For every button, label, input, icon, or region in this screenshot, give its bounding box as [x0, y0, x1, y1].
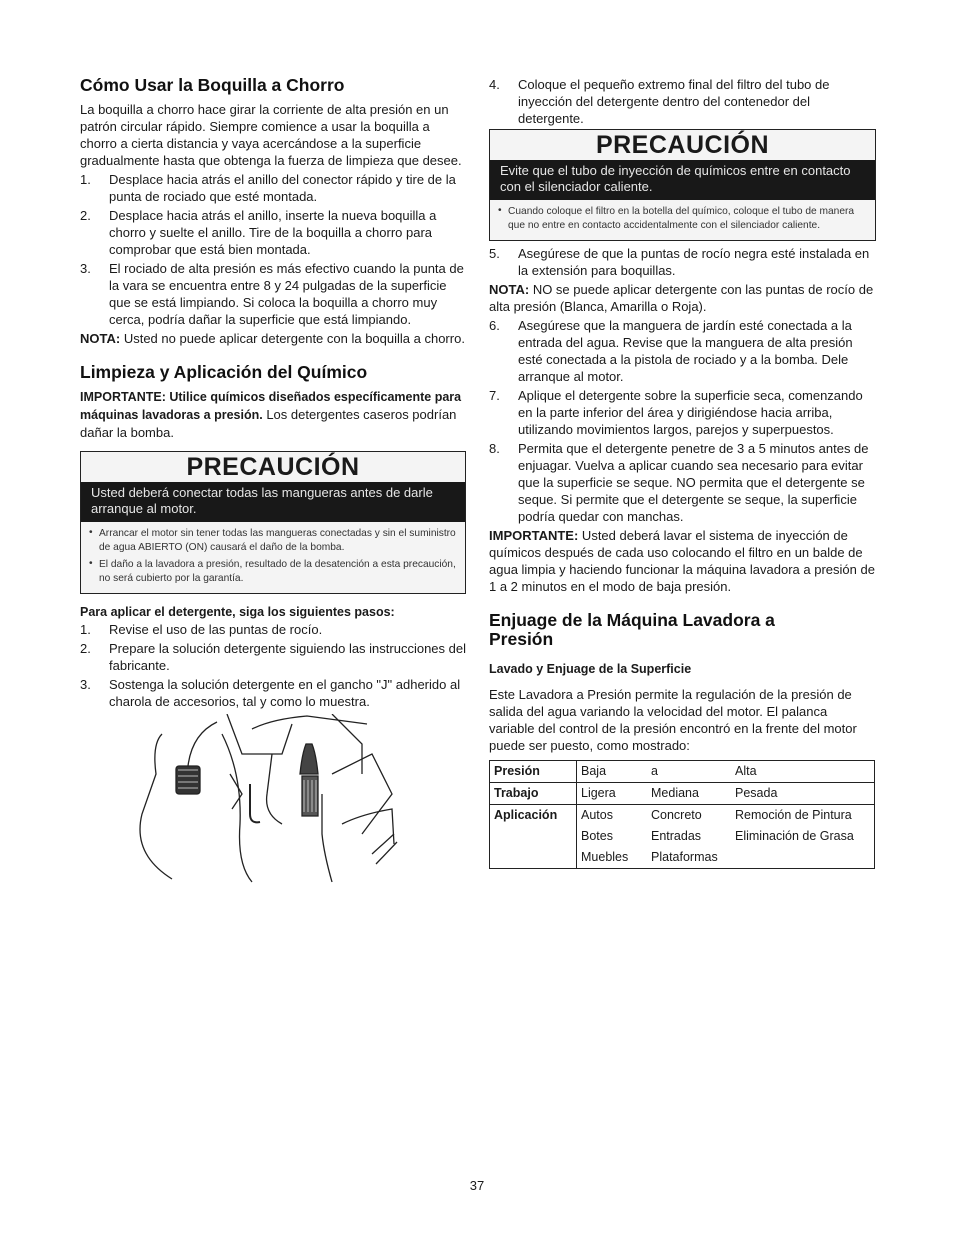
- flush-important: IMPORTANTE: Usted deberá lavar el sistema de inyección de químicos después de cada uso colocando el filtro en un balde de agua limpia y haciendo funcionar la máquina lavadora a presión de 1 a 2 minutos en el modo de baja presión.: [489, 528, 875, 594]
- list-item: 7. Aplique el detergente sobre la superficie seca, comenzando en la parte inferior del área y dirigiéndose hacia arriba, utilizando movimientos largos, parejos y superpuestos.: [489, 388, 863, 437]
- list-item: 5. Asegúrese de que la puntas de rocío negra esté instalada en la extensión para boquillas.: [489, 246, 870, 278]
- section-title-rinse: Enjuage de la Máquina Lavadora a Presión: [489, 610, 775, 649]
- table-row: Muebles Plataformas: [490, 847, 874, 868]
- left-column: [80, 76, 466, 884]
- bullet-icon: •: [89, 558, 93, 569]
- jet-nozzle-note: NOTA: Usted no puede aplicar detergente con la boquilla a chorro.: [80, 331, 465, 346]
- list-item: • Arrancar el motor sin tener todas las mangueras conectadas y sin el suministro de agua ABIERTO (ON) causará el daño de la bomba.: [89, 527, 456, 553]
- bullet-icon: •: [89, 527, 93, 538]
- caution-bullets: [490, 200, 875, 240]
- caution-heading: PRECAUCIÓN: [490, 130, 875, 160]
- table-row: Aplicación Autos Concreto Remoción de Pintura: [490, 805, 874, 827]
- detergent-steps-heading: Para aplicar el detergente, siga los siguientes pasos:: [80, 605, 395, 619]
- jet-nozzle-intro: La boquilla a chorro hace girar la corriente de alta presión en un patrón circular rápido. Siempre comience a usar la boquilla a chorro a cierta distancia y vaya acercándose a la superficie gradualmente hasta que obtenga la fuerza de limpieza que desee.: [80, 102, 462, 168]
- surface-wash-subtitle: Lavado y Enjuage de la Superficie: [489, 662, 692, 676]
- list-item: 2. Desplace hacia atrás el anillo, inserte la nueva boquilla a chorro y suelte el anillo. Tire de la boquilla a chorro para comprobar que está bien montada.: [80, 208, 437, 257]
- list-item: 1. Revise el uso de las puntas de rocío.: [80, 622, 323, 637]
- detergent-steps-6-8: [489, 317, 876, 525]
- tips-note: NOTA: NO se puede aplicar detergente con las puntas de rocío de alta presión (Blanca, Amarilla o Roja).: [489, 282, 874, 314]
- page-number: 37: [469, 1178, 485, 1193]
- caution-warning-bar: Evite que el tubo de inyección de químicos entre en contacto con el silenciador caliente.: [490, 160, 875, 200]
- table-row: Presión Baja a Alta: [490, 761, 874, 783]
- list-item: 6. Asegúrese que la manguera de jardín esté conectada a la entrada del agua. Revise que la manguera de alta presión esté conectada a la pistola de rociado y a la bomba. Dele arranque al motor.: [489, 318, 853, 384]
- caution-warning-bar: Usted deberá conectar todas las mangueras antes de darle arranque al motor.: [81, 482, 465, 522]
- list-item: 4. Coloque el pequeño extremo final del filtro del tubo de inyección del detergente dentro del contenedor del detergente.: [489, 77, 830, 126]
- pressure-table: [489, 760, 875, 869]
- detergent-steps: [80, 621, 466, 710]
- list-item: • El daño a la lavadora a presión, resultado de la desatención a esta precaución, no será cubierto por la garantía.: [89, 558, 456, 584]
- list-item: • Cuando coloque el filtro en la botella del químico, coloque el tubo de manera que no entre en contacto accidentalmente con el silenciador caliente.: [498, 205, 855, 231]
- list-item: 8. Permita que el detergente penetre de 3 a 5 minutos antes de enjuagar. Vuelva a aplicar cuando sea necesario para evitar que la superficie se seque. NO permita que el detergente se seque. Si permite que el detergente se seque, la superficie podría quedar con manchas.: [489, 441, 869, 524]
- table-row: Botes Entradas Eliminación de Grasa: [490, 826, 874, 847]
- detergent-step-5: [489, 245, 876, 279]
- caution-heading: PRECAUCIÓN: [81, 452, 465, 482]
- section-title-jet-nozzle: Cómo Usar la Boquilla a Chorro: [80, 75, 345, 95]
- list-item: 3. El rociado de alta presión es más efectivo cuando la punta de la vara se encuentra entre 8 y 24 pulgadas de la superficie que se está limpiando. Si coloca la boquilla a chorro muy cerca, podría dañar la superficie que está limpiando.: [80, 261, 464, 327]
- caution-box-muffler: [489, 129, 876, 241]
- caution-box-hoses: [80, 451, 466, 594]
- pressure-regulation-paragraph: Este Lavadora a Presión permite la regulación de la presión de salida del agua variando la velocidad del motor. El palanca variable del control de la presión encontró en la frente del motor puede ser puesto, como mostrado:: [489, 687, 857, 753]
- detergent-steps-continued: [489, 76, 876, 127]
- detergent-bottle-illustration: [132, 714, 422, 884]
- list-item: 1. Desplace hacia atrás el anillo del conector rápido y tire de la punta de rociado que esté montada.: [80, 172, 456, 204]
- list-item: 3. Sostenga la solución detergente en el gancho "J" adherido al charola de accesorios, tal y como lo muestra.: [80, 677, 461, 709]
- table-row: Trabajo Ligera Mediana Pesada: [490, 783, 874, 805]
- list-item: 2. Prepare la solución detergente siguiendo las instrucciones del fabricante.: [80, 641, 466, 673]
- bullet-icon: •: [498, 205, 502, 216]
- caution-bullets: [81, 522, 465, 593]
- chemical-important: IMPORTANTE: Utilice químicos diseñados específicamente para máquinas lavadoras a presión. Los detergentes caseros podrían dañar la bomba.: [80, 390, 462, 440]
- right-column: [489, 76, 876, 869]
- jet-nozzle-steps: [80, 171, 466, 328]
- section-title-chemical: Limpieza y Aplicación del Químico: [80, 362, 368, 382]
